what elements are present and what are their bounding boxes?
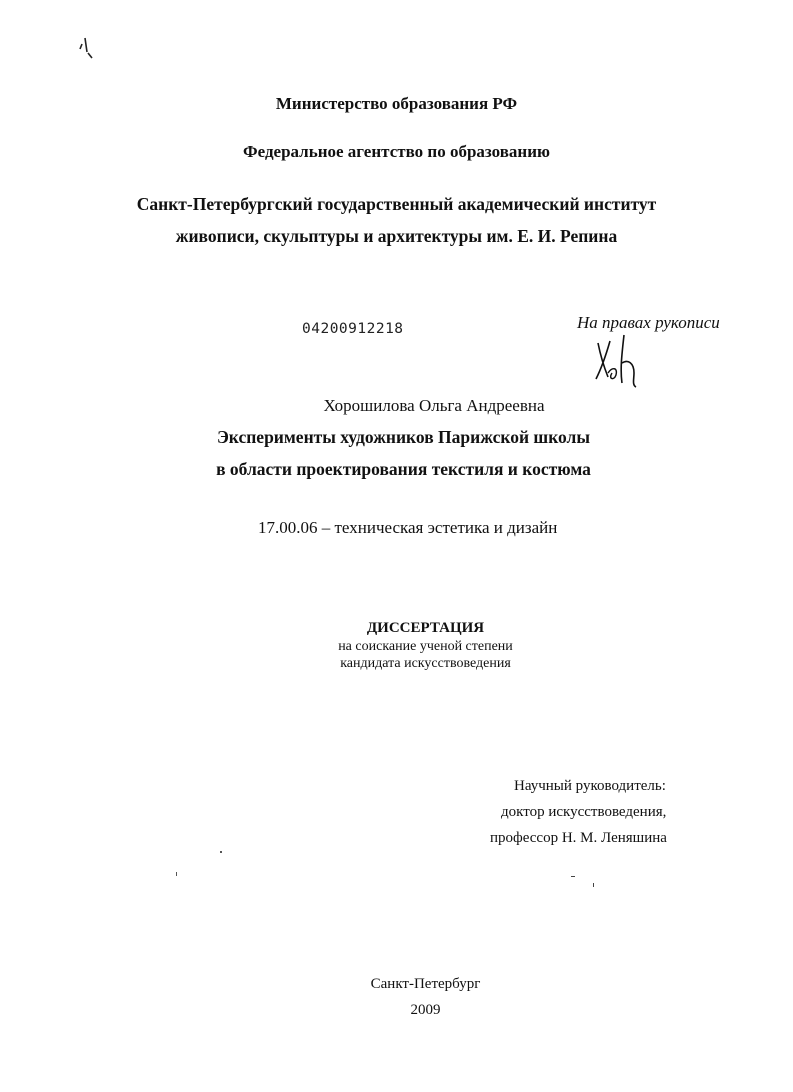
ministry-name: Министерство образования РФ (275, 94, 518, 113)
dissertation-heading: ДИССЕРТАЦИЯ (366, 620, 485, 636)
specialty-code: 17.00.06 – техническая эстетика и дизайн (258, 518, 558, 537)
agency-name: Федеральное агентство по образованию (243, 142, 550, 161)
scan-speck (220, 851, 222, 853)
author-name: Хорошилова Ольга Андреевна (323, 396, 545, 415)
scan-speck (571, 876, 575, 877)
institute-name-line2: живописи, скульптуры и архитектуры им. Е. И. Репина (175, 226, 618, 246)
scan-speck (593, 883, 594, 887)
institute-name-line1: Санкт-Петербургский государственный академический институт (136, 194, 657, 214)
year: 2009 (410, 1002, 441, 1018)
rights-notice: На правах рукописи (577, 313, 720, 332)
advisor-name: профессор Н. М. Леняшина (490, 830, 667, 846)
dissertation-title-line2: в области проектирования текстиля и костюма (216, 459, 591, 479)
degree-line1: на соискание ученой степени (338, 639, 513, 654)
dissertation-title-line1: Эксперименты художников Парижской школы (216, 427, 591, 447)
scan-artifact-mark (76, 34, 96, 60)
scan-speck (176, 872, 177, 876)
advisor-label: Научный руководитель: (514, 778, 666, 794)
degree-line2: кандидата искусствоведения (340, 656, 511, 671)
author-signature (594, 333, 642, 389)
registration-code: 04200912218 (302, 321, 404, 337)
advisor-degree: доктор искусствоведения, (501, 804, 667, 820)
city: Санкт-Петербург (370, 976, 481, 992)
